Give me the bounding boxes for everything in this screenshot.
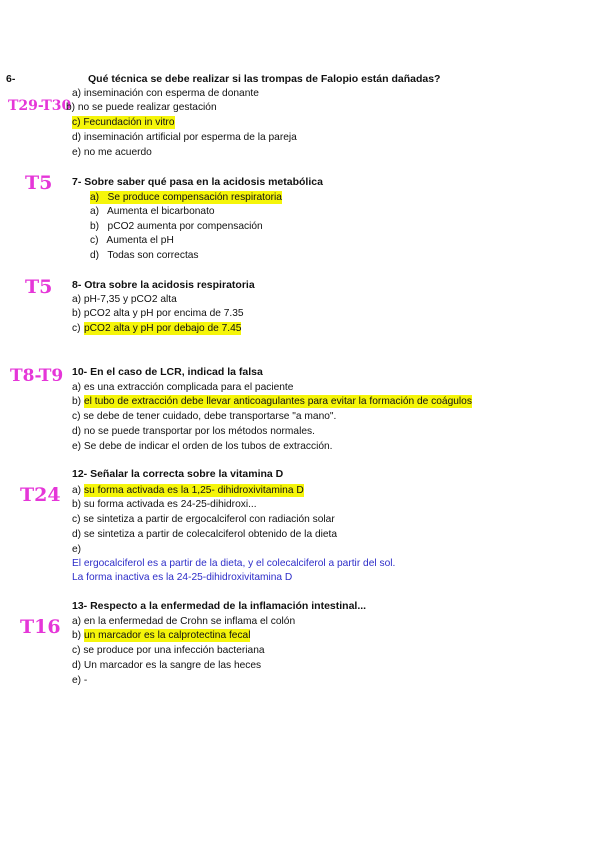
q10-option-d: d) no se puede transportar por los métodos normales. — [72, 426, 315, 437]
question-6-title: Qué técnica se debe realizar si las trompas de Falopio están dañadas? — [88, 73, 441, 85]
q6-option-c-highlighted: c) Fecundación in vitro — [72, 117, 175, 128]
q12-note-2: La forma inactiva es la 24-25-dihidroxivitamina D — [72, 572, 293, 583]
q12-option-b: b) su forma activada es 24-25-dihidroxi... — [72, 499, 257, 510]
q8-option-b: b) pCO2 alta y pH por encima de 7.35 — [72, 308, 244, 319]
q12-option-e: e) — [72, 544, 82, 555]
question-13-title: 13- Respecto a la enfermedad de la inflamación intestinal... — [72, 600, 367, 612]
topic-tag-q7: T5 — [25, 172, 53, 194]
q10-option-b-highlighted: el tubo de extracción debe llevar anticoagulantes para evitar la formación de coágulos — [84, 396, 472, 407]
topic-tag-q10: T8-T9 — [10, 366, 64, 386]
question-7-title: 7- Sobre saber qué pasa en la acidosis metabólica — [72, 176, 323, 188]
q10-option-b-letter: b) — [72, 396, 84, 407]
q6-option-b: b) no se puede realizar gestación — [66, 102, 217, 113]
question-12-title: 12- Señalar la correcta sobre la vitamina D — [72, 468, 284, 480]
q6-option-d: d) inseminación artificial por esperma de la pareja — [72, 132, 297, 143]
q12-option-a-letter: a) — [72, 485, 84, 496]
q10-option-a: a) es una extracción complicada para el paciente — [72, 382, 294, 393]
topic-tag-q13: T16 — [20, 616, 61, 638]
question-10-title: 10- En el caso de LCR, indicad la falsa — [72, 366, 263, 378]
topic-tag-q12: T24 — [20, 484, 61, 506]
topic-tag-q6: T29-T30 — [8, 98, 72, 114]
question-8-title: 8- Otra sobre la acidosis respiratoria — [72, 279, 255, 291]
q13-option-b-highlighted: un marcador es la calprotectina fecal — [84, 630, 251, 641]
q13-option-c: c) se produce por una infección bacteriana — [72, 645, 265, 656]
q13-option-b-letter: b) — [72, 630, 84, 641]
q12-option-c: c) se sintetiza a partir de ergocalciferol con radiación solar — [72, 514, 335, 525]
q12-note-1: El ergocalciferol es a partir de la dieta, y el colecalciferol a partir del sol. — [72, 558, 396, 569]
topic-tag-q8: T5 — [25, 276, 53, 298]
q6-option-a: a) inseminación con esperma de donante — [72, 88, 259, 99]
q10-option-c: c) se debe de tener cuidado, debe transportarse "a mano". — [72, 411, 337, 422]
q10-option-e: e) Se debe de indicar el orden de los tubos de extracción. — [72, 441, 333, 452]
q13-option-d: d) Un marcador es la sangre de las heces — [72, 660, 262, 671]
q7-option-b: b) pCO2 aumenta por compensación — [90, 221, 263, 232]
q7-option-a2: a) Aumenta el bicarbonato — [90, 206, 215, 217]
q13-option-e: e) - — [72, 675, 88, 686]
q12-option-a-highlighted: su forma activada es la 1,25- dihidroxivitamina D — [84, 485, 304, 496]
q7-option-a-highlighted: a) Se produce compensación respiratoria — [90, 192, 282, 203]
q13-option-a: a) en la enfermedad de Crohn se inflama el colón — [72, 616, 296, 627]
q8-option-a: a) pH-7,35 y pCO2 alta — [72, 294, 177, 305]
q12-option-d: d) se sintetiza a partir de colecalciferol obtenido de la dieta — [72, 529, 338, 540]
q8-option-c-highlighted: pCO2 alta y pH por debajo de 7.45 — [84, 323, 242, 334]
question-6-number: 6- — [6, 73, 16, 85]
q6-option-e: e) no me acuerdo — [72, 147, 152, 158]
q7-option-d: d) Todas son correctas — [90, 250, 199, 261]
q8-option-c-letter: c) — [72, 323, 84, 334]
q7-option-c: c) Aumenta el pH — [90, 235, 174, 246]
